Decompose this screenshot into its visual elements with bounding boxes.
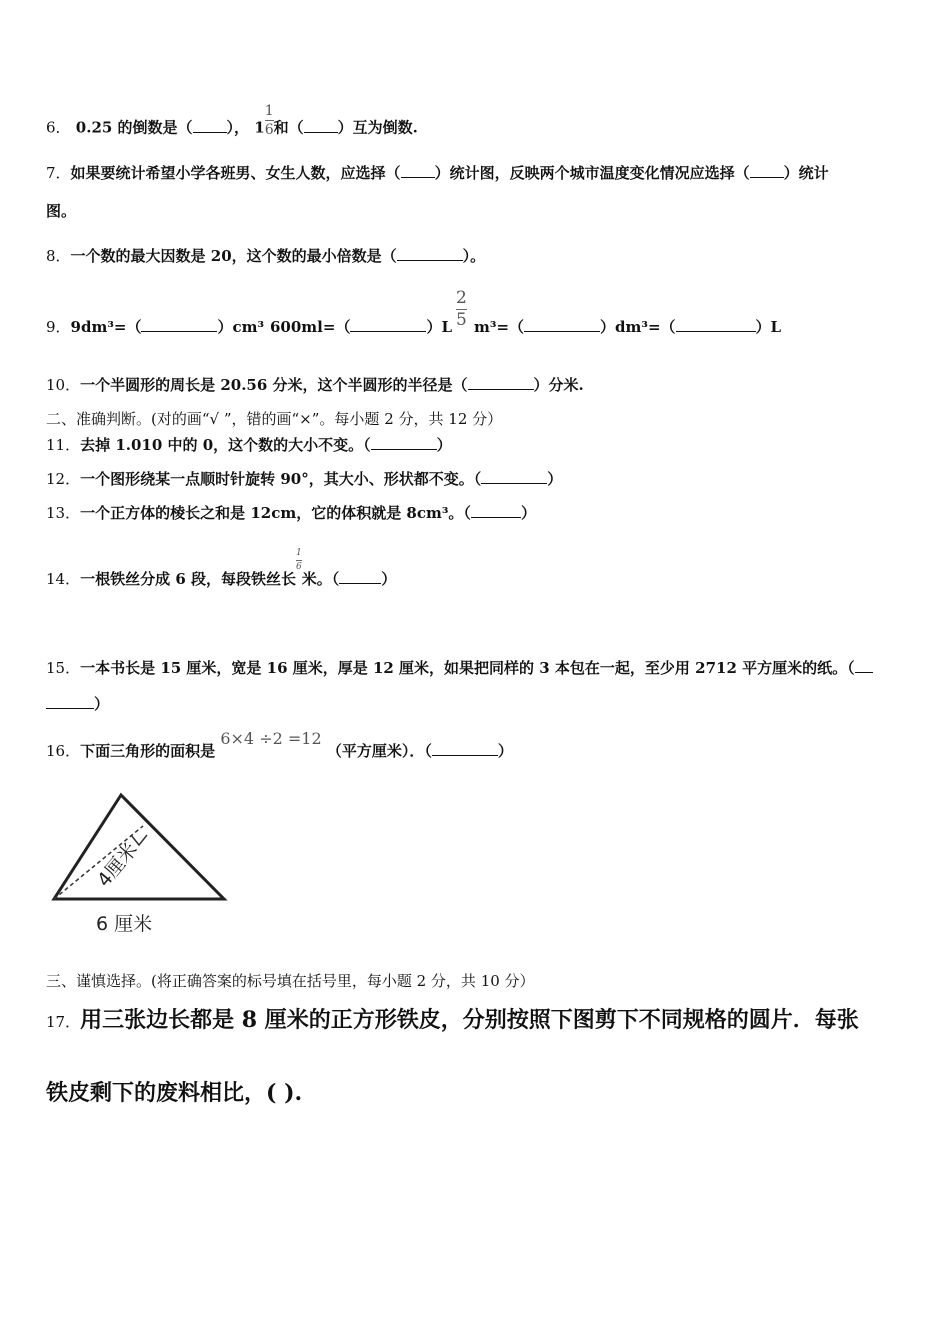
question-17	[46, 1003, 859, 1034]
area-expression: 6×4 ÷2 =12	[220, 729, 322, 748]
answer-blank[interactable]	[401, 165, 435, 178]
question-number: 13．	[46, 504, 81, 522]
question-text: ）cm³	[217, 318, 265, 336]
answer-blank[interactable]	[432, 743, 498, 756]
question-text: ）互为倒数.	[337, 118, 418, 137]
answer-blank[interactable]	[339, 571, 381, 584]
question-11	[46, 434, 452, 455]
question-text: 0.25 的倒数是（	[75, 118, 193, 137]
base-label: 6 厘米	[96, 913, 153, 935]
question-text: 去掉 1.010 中的 0，这个数的大小不变。（	[80, 436, 371, 454]
question-text: 一个数的最大因数是 20，这个数的最小倍数是（	[70, 247, 397, 265]
answer-blank[interactable]	[371, 437, 437, 450]
fraction	[265, 104, 274, 137]
question-text: 600ml=（	[270, 318, 351, 336]
question-number: 9．	[46, 318, 71, 336]
question-text: ）	[520, 504, 536, 522]
answer-blank[interactable]	[676, 319, 756, 332]
question-text: 和（	[273, 118, 304, 137]
question-text: 铁皮剩下的废料相比，( ).	[46, 1080, 303, 1106]
fraction-numerator: 1	[264, 103, 274, 119]
question-7-continued	[46, 200, 76, 221]
question-number: 6．	[46, 118, 71, 137]
question-13	[46, 502, 536, 523]
answer-blank[interactable]	[471, 505, 521, 518]
answer-blank[interactable]	[481, 471, 547, 484]
mixed-number-whole: 1	[254, 118, 265, 137]
question-number: 15．	[46, 659, 81, 677]
answer-blank[interactable]	[397, 248, 463, 261]
question-16	[46, 729, 513, 761]
question-text: ）。	[462, 247, 486, 265]
fraction-denominator: 6	[295, 561, 302, 572]
question-text: ）L	[426, 318, 453, 336]
answer-blank[interactable]	[524, 319, 600, 332]
question-text: （平方厘米）．（	[326, 742, 432, 760]
question-text: 一个正方体的棱长之和是 12cm，它的体积就是 8cm³。（	[80, 504, 471, 522]
question-17-continued	[46, 1076, 302, 1107]
question-text: 一本书长是 15 厘米，宽是 16 厘米，厚是 12 厘米，如果把同样的 3 本包在一起，至少用 2712 平方厘米的纸。（	[80, 659, 855, 677]
question-15	[46, 657, 873, 678]
fraction-denominator: 5	[456, 310, 467, 330]
section-heading: 二、准确判断。(对的画“√ ”，错的画“×”。每小题 2 分，共 12 分）	[46, 410, 503, 428]
question-number: 12．	[46, 470, 81, 488]
question-number: 17．	[46, 1013, 81, 1031]
question-text: 如果要统计希望小学各班男、女生人数，应选择（	[70, 164, 401, 182]
answer-blank[interactable]	[193, 120, 227, 133]
question-text: ）	[547, 470, 563, 488]
triangle-figure	[46, 784, 236, 936]
answer-blank[interactable]	[141, 319, 217, 332]
question-9-part-a	[46, 316, 264, 337]
question-text: 图。	[46, 202, 77, 220]
height-label: 4厘米	[92, 838, 143, 892]
question-text: ）dm³=（	[600, 318, 676, 336]
question-number: 14．	[46, 570, 81, 588]
question-number: 8．	[46, 247, 71, 265]
question-text: ）	[497, 742, 513, 760]
answer-blank[interactable]	[304, 120, 338, 133]
question-9-part-b	[270, 316, 452, 337]
question-text: ）分米.	[533, 376, 584, 394]
question-text: 一个半圆形的周长是 20.56 分米，这个半圆形的半径是（	[80, 376, 468, 394]
question-9-part-c	[474, 316, 781, 337]
question-number: 11．	[46, 436, 81, 454]
question-text: 用三张边长都是 8 厘米的正方形铁皮，分别按照下图剪下不同规格的圆片．每张	[80, 1007, 859, 1033]
question-text: ）	[381, 570, 397, 588]
question-text: 一个图形绕某一点顺时针旋转 90°，其大小、形状都不变。（	[80, 470, 482, 488]
question-number: 10．	[46, 376, 81, 394]
fraction-denominator: 6	[264, 122, 274, 138]
question-number: 16．	[46, 742, 81, 760]
question-text: m³=（	[474, 318, 525, 336]
question-14	[46, 547, 397, 592]
question-text: 下面三角形的面积是	[80, 742, 216, 760]
question-text: ）统计	[783, 164, 829, 182]
question-8	[46, 245, 485, 266]
fraction-numerator: 1	[295, 547, 302, 558]
right-angle-mark	[131, 835, 147, 845]
question-12	[46, 468, 562, 489]
question-text: ）	[94, 695, 110, 713]
answer-blank[interactable]	[468, 377, 534, 390]
fraction-numerator: 2	[456, 288, 467, 308]
question-15-continued	[46, 693, 109, 714]
question-text: ）L	[755, 318, 782, 336]
section-heading: 三、谨慎选择。(将正确答案的标号填在括号里，每小题 2 分，共 10 分）	[46, 972, 535, 990]
answer-blank[interactable]	[855, 660, 873, 673]
question-text: ）	[436, 436, 452, 454]
question-text: ），	[226, 118, 255, 137]
question-text: 一根铁丝分成 6 段，每段铁丝长	[80, 570, 296, 588]
question-10	[46, 374, 584, 395]
question-6	[46, 103, 418, 145]
answer-blank[interactable]	[750, 165, 784, 178]
fraction	[296, 549, 302, 572]
question-7	[46, 162, 829, 183]
question-number: 7．	[46, 164, 71, 182]
question-text: 米。（	[301, 570, 340, 588]
triangle-shape	[54, 795, 224, 899]
question-text: 9dm³=（	[70, 318, 142, 336]
question-text: ）统计图，反映两个城市温度变化情况应选择（	[434, 164, 750, 182]
fraction	[456, 290, 467, 329]
answer-blank[interactable]	[350, 319, 426, 332]
answer-blank[interactable]	[46, 696, 94, 709]
